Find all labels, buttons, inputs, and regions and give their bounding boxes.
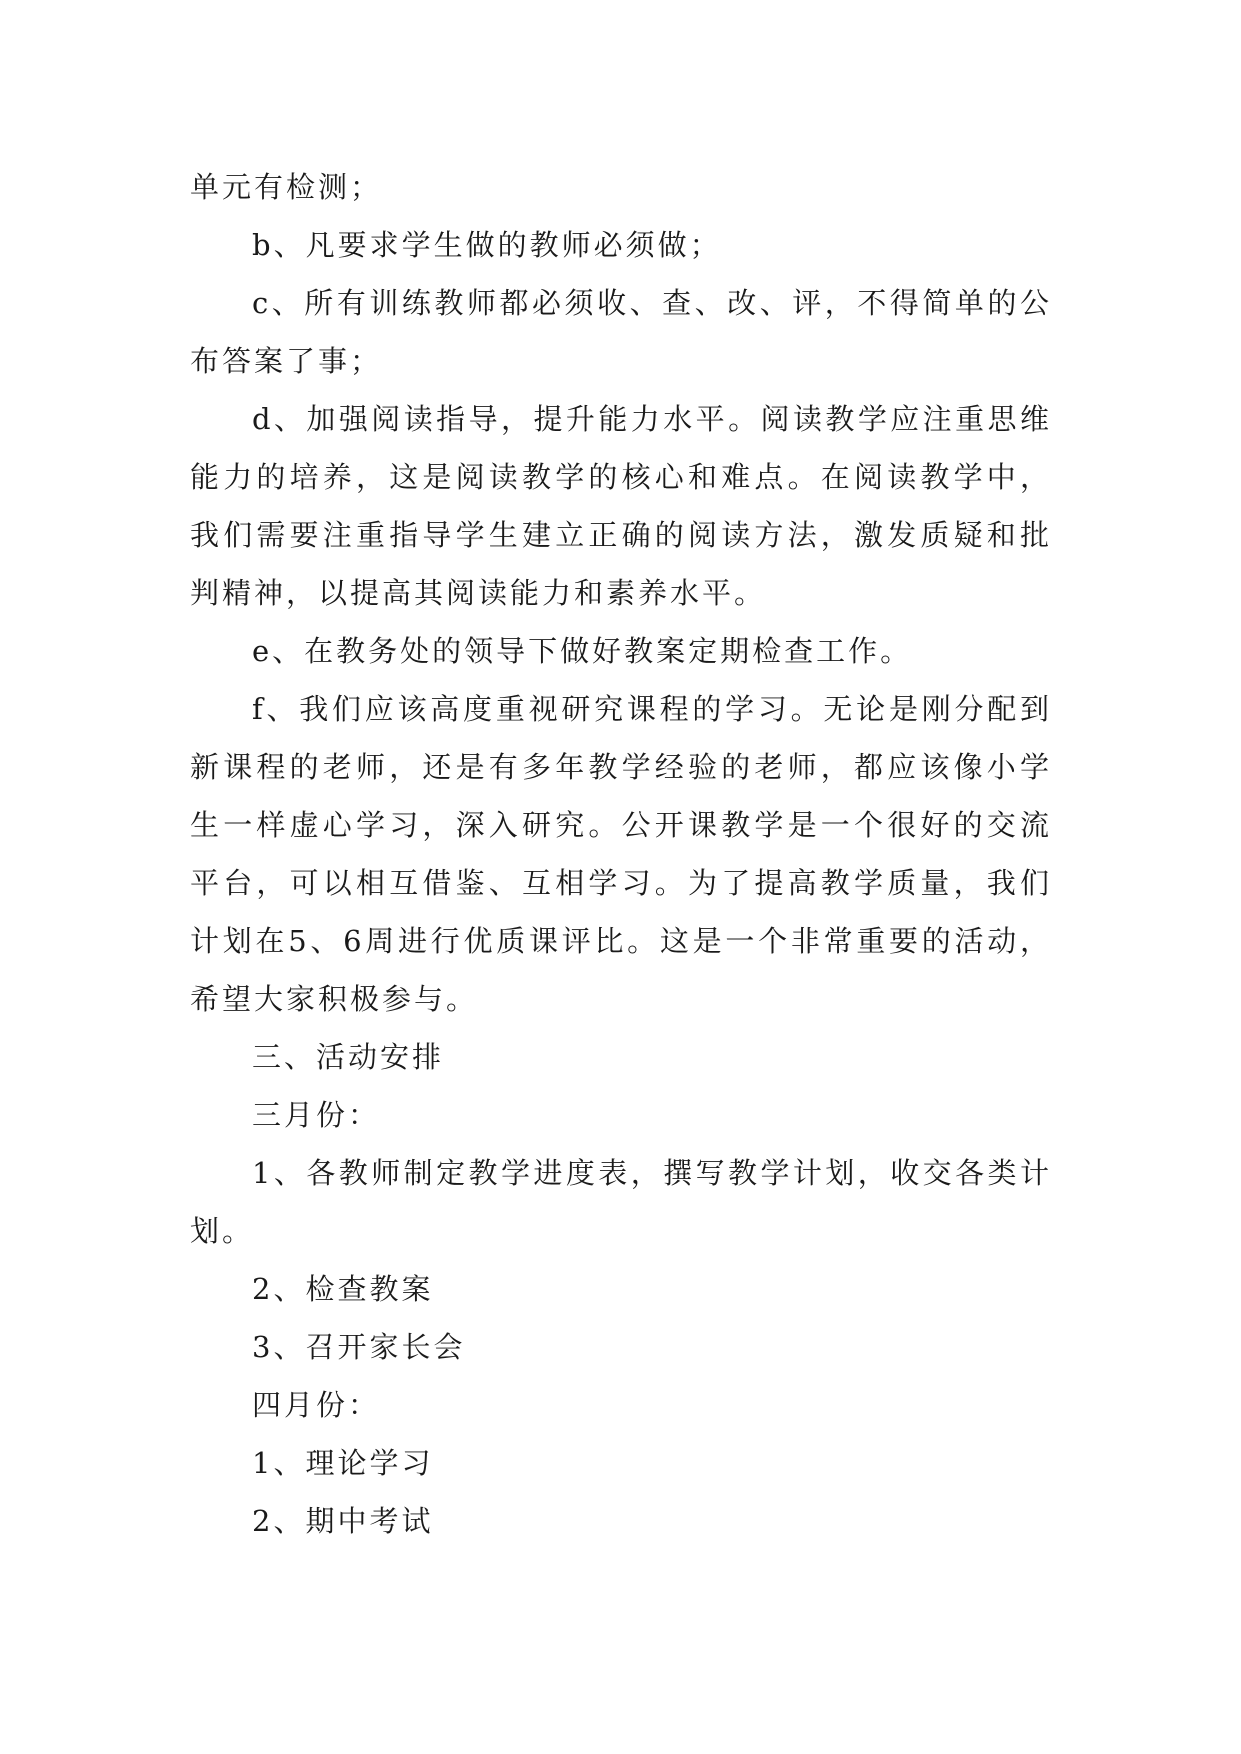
document-body — [190, 158, 1052, 1550]
section-heading-activities: 三、活动安排 — [252, 1040, 445, 1074]
march-item-2: 2、检查教案 — [252, 1272, 434, 1306]
march-item-1: 1、各教师制定教学进度表，撰写教学计划，收交各类计划。 — [190, 1156, 1052, 1248]
month-heading-march: 三月份： — [252, 1098, 381, 1132]
april-item-1: 1、理论学习 — [252, 1446, 434, 1480]
paragraph-item-c: c、所有训练教师都必须收、查、改、评，不得简单的公布答案了事； — [190, 286, 1052, 378]
march-item-3: 3、召开家长会 — [252, 1330, 466, 1364]
month-heading-april: 四月份： — [252, 1388, 381, 1422]
paragraph-item-f: f、我们应该高度重视研究课程的学习。无论是刚分配到新课程的老师，还是有多年教学经验的老师，都应该像小学生一样虚心学习，深入研究。公开课教学是一个很好的交流平台，可以相互借鉴、互相学习。为了提高教学质量，我们计划在5、6周进行优质课评比。这是一个非常重要的活动，希望大家积极参与。 — [190, 692, 1052, 1016]
april-item-2: 2、期中考试 — [252, 1504, 434, 1538]
paragraph-item-b: b、凡要求学生做的教师必须做； — [252, 228, 722, 262]
paragraph-item-e: e、在教务处的领导下做好教案定期检查工作。 — [252, 634, 913, 668]
paragraph-item-d: d、加强阅读指导，提升能力水平。阅读教学应注重思维能力的培养，这是阅读教学的核心和难点。在阅读教学中，我们需要注重指导学生建立正确的阅读方法，激发质疑和批判精神，以提高其阅读能力和素养水平。 — [190, 402, 1052, 610]
paragraph-unit-test: 单元有检测； — [190, 170, 383, 204]
